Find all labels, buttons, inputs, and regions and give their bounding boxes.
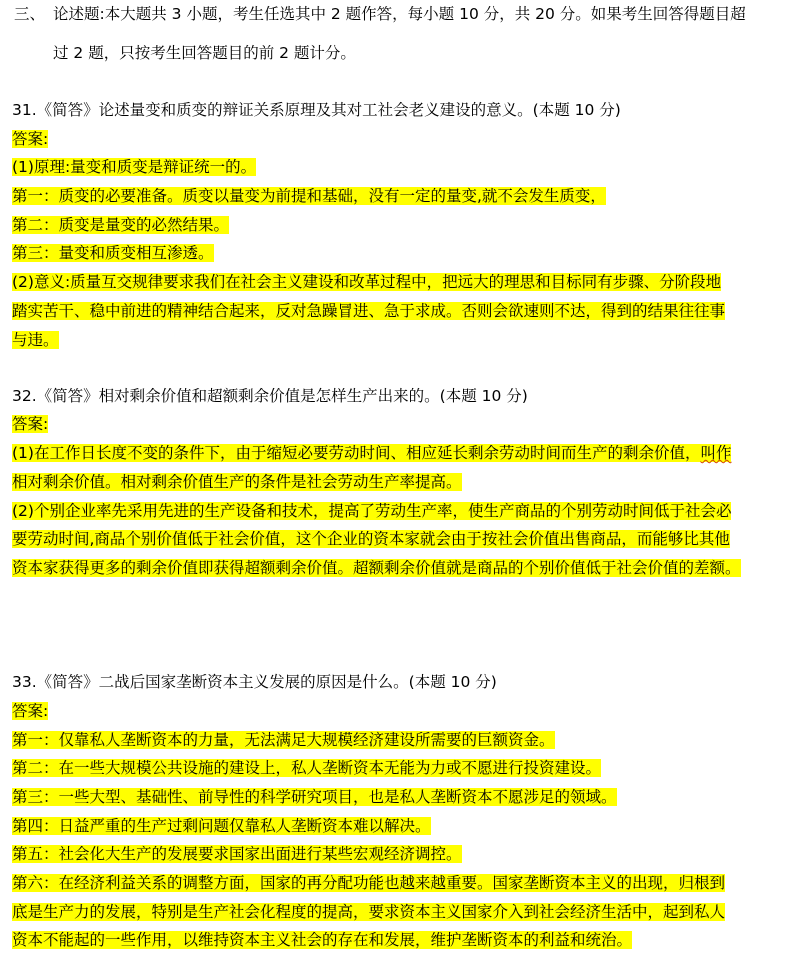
answer-line: 第二：质变是量变的必然结果。 [12,216,230,234]
answer-line: 要劳动时间,商品个别价值低于社会价值，这个企业的资本家就会由于按社会价值出售商品，而能够比其他 [12,530,730,548]
answer-line: 踏实苦干、稳中前进的精神结合起来，反对急躁冒进、急于求成。否则会欲速则不达，得到的结果往往事 [12,302,726,320]
answer-line: 第六：在经济利益关系的调整方面，国家的再分配功能也越来越重要。国家垄断资本主义的出现，归根到 [12,874,726,892]
answer-line: 第一：质变的必要准备。质变以量变为前提和基础，没有一定的量变,就不会发生质变， [12,187,606,205]
answer-line: 第三：量变和质变相互渗透。 [12,244,214,262]
answer-line: 第二：在一些大规模公共设施的建设上，私人垄断资本无能为力或不愿进行投资建设。 [12,759,602,777]
answer-label: 答案: [12,130,49,148]
answer-line: 资本不能起的一些作用，以维持资本主义社会的存在和发展，维护垄断资本的利益和统治。 [12,931,633,949]
answer-line: 第三：一些大型、基础性、前导性的科学研究项目，也是私人垄断资本不愿涉足的领域。 [12,788,617,806]
section-number: 三、 [14,5,46,23]
answer-line: 底是生产力的发展，特别是生产社会化程度的提高，要求资本主义国家介入到社会经济生活中，起到私人 [12,903,726,921]
answer-label: 答案: [12,702,49,720]
section-intro-line1: 论述题:本大题共 3 小题，考生任选其中 2 题作答，每小题 10 分，共 20 分。如果考生回答得题目超 [53,5,746,23]
answer-line: (1)原理:量变和质变是辩证统一的。 [12,158,257,176]
answer-line: 与违。 [12,331,59,349]
answer-line: (1)在工作日长度不变的条件下，由于缩短必要劳动时间、相应延长剩余劳动时间而生产的剩余价值， [12,444,701,462]
answer-line: 资本家获得更多的剩余价值即获得超额剩余价值。超额剩余价值就是商品的个别价值低于社会价值的差额。 [12,559,741,577]
section-intro-line2: 过 2 题，只按考生回答题目的前 2 题计分。 [53,44,356,62]
answer-line: 第四：日益严重的生产过剩问题仅靠私人垄断资本难以解决。 [12,817,431,835]
question-33-title: 33.《简答》二战后国家垄断资本主义发展的原因是什么。(本题 10 分) [12,673,497,691]
question-32-title: 32.《简答》相对剩余价值和超额剩余价值是怎样生产出来的。(本题 10 分) [12,387,528,405]
answer-line: 第一：仅靠私人垄断资本的力量，无法满足大规模经济建设所需要的巨额资金。 [12,731,555,749]
answer-line: 相对剩余价值。相对剩余价值生产的条件是社会劳动生产率提高。 [12,473,462,491]
answer-label: 答案: [12,415,49,433]
spellcheck-flagged-word[interactable]: 叫作 [700,444,732,462]
question-31-title: 31.《简答》论述量变和质变的辩证关系原理及其对工社会老义建设的意义。(本题 10 分) [12,101,621,119]
answer-line: (2)意义:质量互交规律要求我们在社会主义建设和改革过程中，把远大的理思和目标同有步骤、分阶段地 [12,273,722,291]
answer-line: 第五：社会化大生产的发展要求国家出面进行某些宏观经济调控。 [12,845,462,863]
answer-line: (2)个别企业率先采用先进的生产设备和技术，提高了劳动生产率，使生产商品的个别劳动时间低于社会必 [12,502,732,520]
